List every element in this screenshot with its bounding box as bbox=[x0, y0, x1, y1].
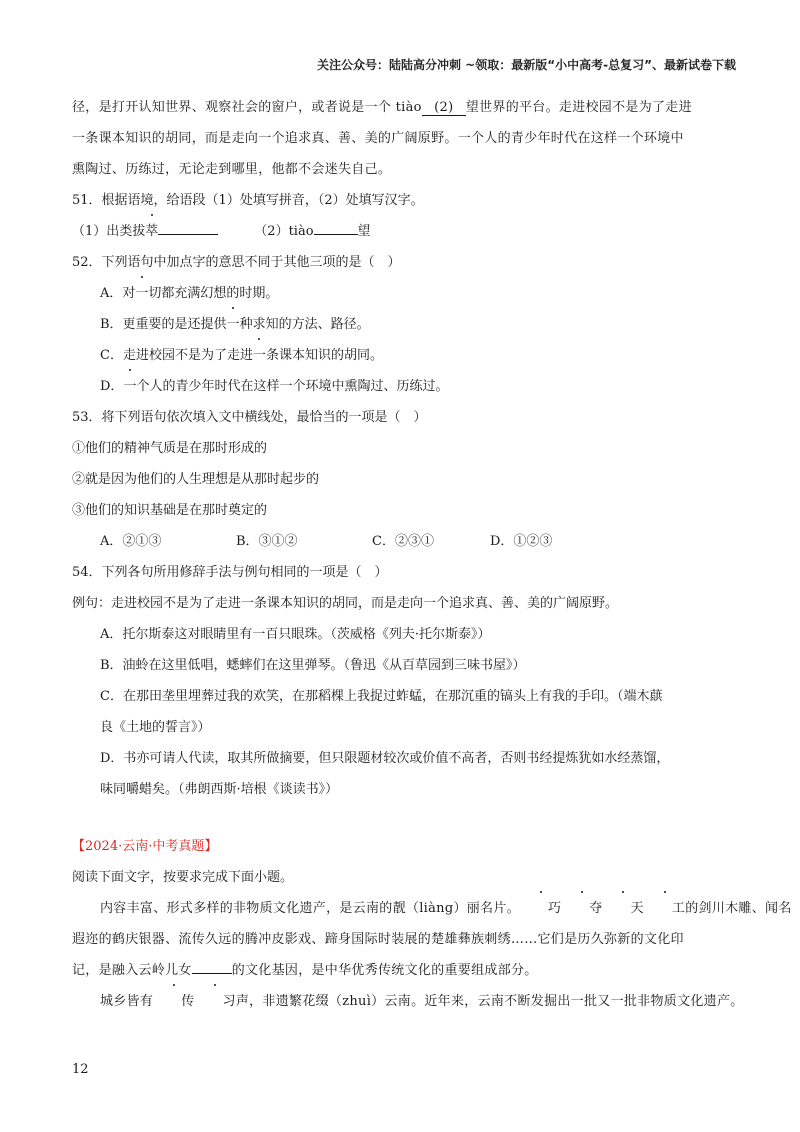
fill-blank-2: (2) bbox=[422, 101, 466, 116]
dotted-char: 巧 bbox=[520, 893, 561, 924]
section-intro: 阅读下面文字，按要求完成下面小题。 bbox=[72, 870, 294, 885]
option-text: C．走进校园不是为了走进 bbox=[100, 348, 253, 363]
document-body bbox=[72, 92, 792, 1017]
page-header: 关注公众号：陆陆高分冲刺 ~领取：最新版“小中高考-总复习”、最新试卷下载 bbox=[317, 58, 736, 72]
passage-line: 熏陶过、历练过，无论走到哪里，他都不会迷失自己。 bbox=[72, 162, 392, 177]
q52-option-b bbox=[72, 309, 732, 340]
q53-sentence-1: ①他们的精神气质是在那时形成的 bbox=[72, 441, 268, 456]
dotted-char: 一 bbox=[123, 371, 136, 402]
passage-text: 望世界的平台。走进校园不是为了走进 bbox=[465, 100, 692, 115]
q53-option-a: A．②①③ bbox=[100, 534, 162, 549]
q53-sentence-3: ③他们的知识基础是在那时奠定的 bbox=[72, 503, 268, 518]
page-number: 12 bbox=[72, 1062, 89, 1077]
q51-item-1: （1）出类拔 bbox=[72, 224, 146, 239]
option-text: 条课本知识的胡同。 bbox=[265, 348, 383, 363]
option-text: 种求知的方法、路径。 bbox=[239, 317, 370, 332]
passage-text: 城乡皆有 bbox=[100, 994, 154, 1009]
passage-line bbox=[72, 92, 732, 123]
passage-line bbox=[72, 893, 792, 924]
option-text: B．更重要的是还提供 bbox=[100, 317, 227, 332]
q53-option-b: B．③①② bbox=[236, 534, 298, 549]
q53-option-c: C．②③① bbox=[372, 534, 434, 549]
answer-blank-2 bbox=[314, 234, 358, 235]
q54-option-c: C．在那田垄里埋葬过我的欢笑，在那稻棵上我捉过蚱蜢，在那沉重的镐头上有我的手印。（端木蕻 bbox=[100, 689, 663, 704]
section-tag: 【2024·云南·中考真题】 bbox=[72, 839, 218, 854]
q53-option-d: D．①②③ bbox=[490, 534, 553, 549]
q51-item-2-suffix: 望 bbox=[357, 224, 371, 239]
dotted-char: 习 bbox=[195, 986, 236, 1017]
passage-line bbox=[72, 986, 744, 1017]
q52-option-d bbox=[72, 371, 732, 402]
option-text: D． bbox=[100, 379, 124, 394]
option-text: 个人的青少年时代在这样一个环境中熏陶过、历练过。 bbox=[136, 379, 449, 394]
q52-option-c bbox=[72, 340, 732, 371]
q53-options bbox=[72, 526, 732, 557]
q54-option-b: B．油蛉在这里低唱，蟋蟀们在这里弹琴。（鲁迅《从百草园到三味书屋》） bbox=[100, 658, 526, 673]
passage-text: 内容丰富、形式多样的非物质文化遗产，是云南的靓（liàng）丽名片。 bbox=[100, 901, 520, 916]
dotted-char: 夺 bbox=[561, 893, 602, 924]
question-51-stem: 51．根据语境，给语段（1）处填写拼音，（2）处填写汉字。 bbox=[72, 193, 424, 208]
q54-option-a: A．托尔斯泰这对眼睛里有一百只眼珠。（茨威格《列夫·托尔斯泰》） bbox=[100, 627, 491, 642]
q54-option-c-cont: 良《土地的誓言》） bbox=[100, 720, 211, 735]
dotted-char: 天 bbox=[603, 893, 644, 924]
passage-text: 记，是融入云岭儿女 bbox=[72, 963, 192, 978]
passage-line bbox=[72, 955, 732, 986]
option-text: A．对 bbox=[100, 286, 136, 301]
passage-text: 的文化基因，是中华优秀传统文化的重要组成部分。 bbox=[231, 963, 538, 978]
option-text: 切都充满幻想的时期。 bbox=[148, 286, 279, 301]
passage-line: 遐迩的鹤庆银器、流传久远的腾冲皮影戏、蹄身国际时装展的楚雄彝族刺绣……它们是历久弥新的文化印 bbox=[72, 932, 684, 947]
passage-text: 声，非遗繁花缀（zhuì）云南。近年来，云南不断发掘出一批又一批非物质文化遗产。 bbox=[235, 994, 744, 1009]
fill-blank bbox=[192, 973, 232, 974]
answer-blank-1 bbox=[158, 234, 218, 235]
q51-item-2: （2）tiào bbox=[254, 224, 314, 239]
question-51-items bbox=[72, 216, 732, 247]
q54-example: 例句：走进校园不是为了走进一条课本知识的胡同，而是走向一个追求真、善、美的广阔原野。 bbox=[72, 596, 619, 611]
dotted-char: 工 bbox=[644, 893, 685, 924]
q52-option-a bbox=[72, 278, 732, 309]
question-52-stem: 52．下列语句中加点字的意思不同于其他三项的是（ ） bbox=[72, 255, 401, 270]
q53-sentence-2: ②就是因为他们的人生理想是从那时起步的 bbox=[72, 472, 320, 487]
passage-text: 的剑川木雕、闻名 bbox=[685, 901, 792, 916]
dotted-char: 萃 bbox=[145, 216, 158, 247]
dotted-char: 传 bbox=[153, 986, 194, 1017]
dotted-phrase bbox=[153, 994, 236, 1009]
passage-line: 一条课本知识的胡同，而是走向一个追求真、善、美的广阔原野。一个人的青少年时代在这样一个环境中 bbox=[72, 131, 684, 146]
passage-text: 径，是打开认知世界、观察社会的窗户，或者说是一个 tiào bbox=[72, 100, 422, 115]
q54-option-d-cont: 味同嚼蜡矣。（弗朗西斯·培根《谈读书》） bbox=[100, 782, 339, 797]
dotted-char: 一 bbox=[253, 340, 266, 371]
question-53-stem: 53．将下列语句依次填入文中横线处，最恰当的一项是（ ） bbox=[72, 410, 427, 425]
q54-option-d: D．书亦可请人代读，取其所做摘要，但只限题材较次或价值不高者，否则书经提炼犹如水经蒸馏， bbox=[100, 751, 670, 766]
dotted-phrase bbox=[520, 901, 685, 916]
dotted-char: 一 bbox=[227, 309, 240, 340]
dotted-char: 一 bbox=[135, 278, 148, 309]
question-54-stem: 54．下列各句所用修辞手法与例句相同的一项是（ ） bbox=[72, 565, 388, 580]
